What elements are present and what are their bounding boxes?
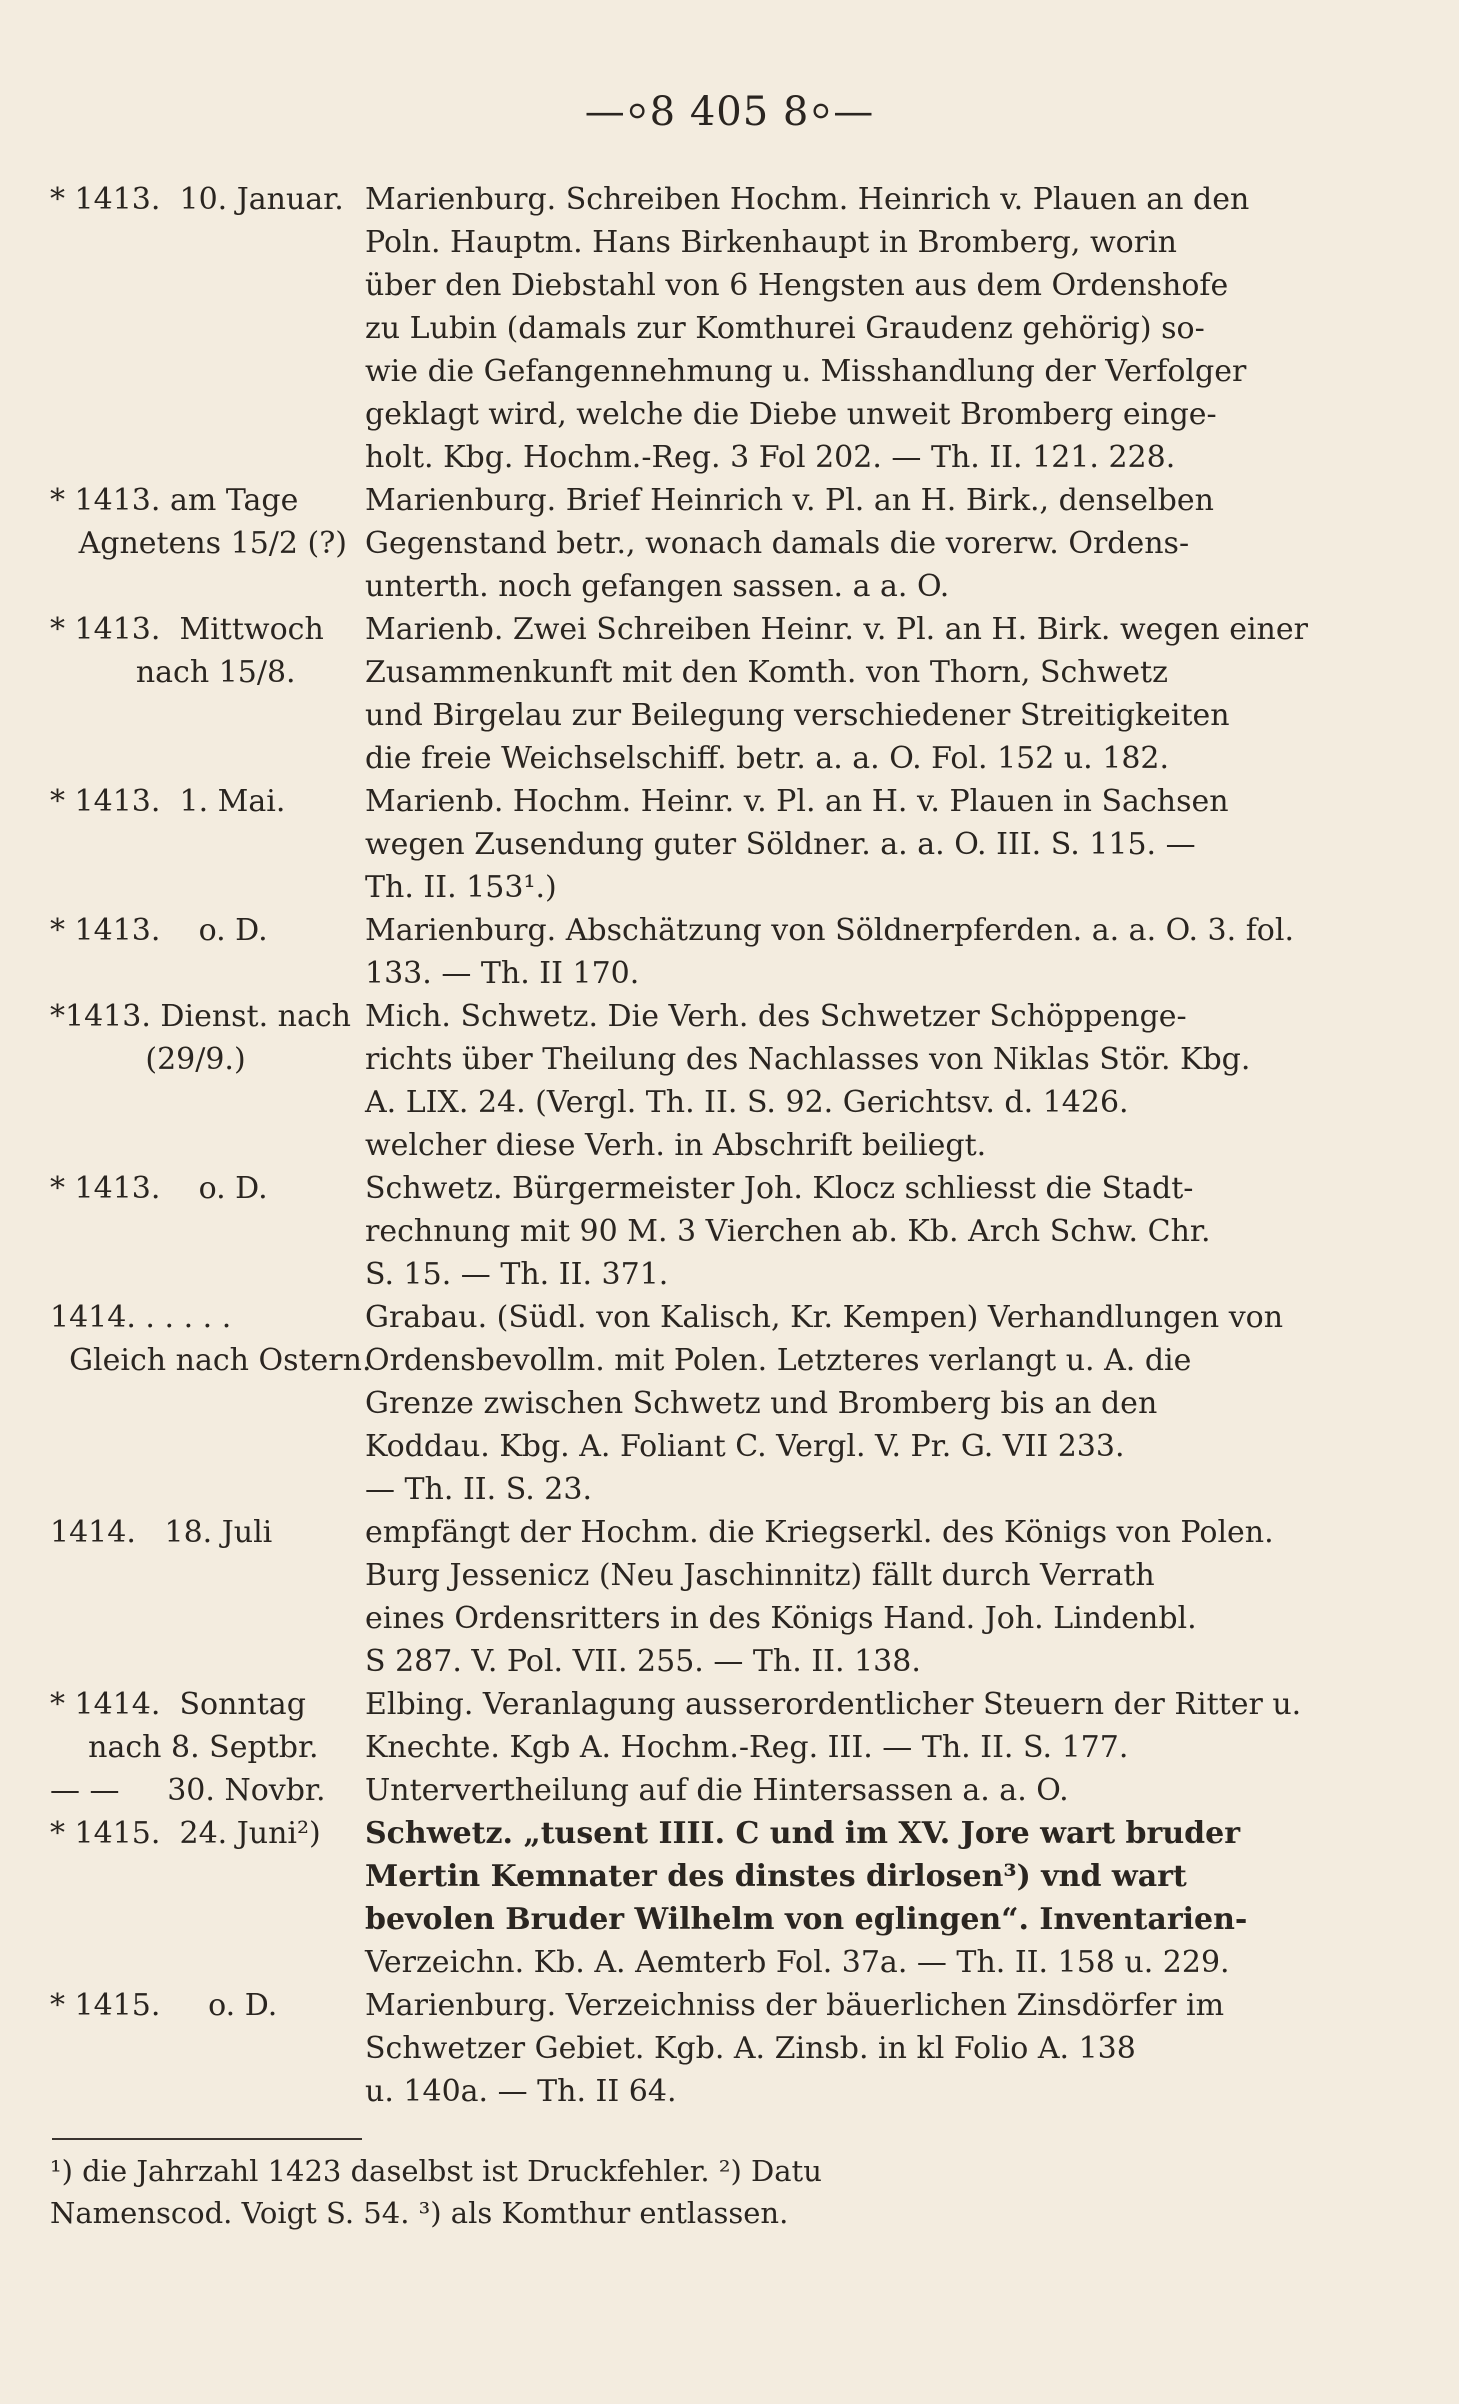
- entry-date: [50, 608, 365, 780]
- entry-text-line: Marienburg. Verzeichniss der bäuerlichen Zinsdörfer im: [365, 1988, 1225, 2023]
- entry-date-line: * 1413. o. D.: [50, 913, 268, 948]
- entry-text-line: und Birgelau zur Beilegung verschiedener Streitigkeiten: [365, 698, 1230, 733]
- entry-text-line: Mich. Schwetz. Die Verh. des Schwetzer Schöppenge-: [365, 999, 1187, 1034]
- chronicle-entries: [50, 178, 1308, 2113]
- entry-text-line: Marienb. Zwei Schreiben Heinr. v. Pl. an H. Birk. wegen einer: [365, 612, 1308, 647]
- entry-text-line: Mertin Kemnater des dinstes dirlosen³) vnd wart: [365, 1859, 1187, 1894]
- entry-text-line: Verzeichn. Kb. A. Aemterb Fol. 37a. — Th. II. 158 u. 229.: [365, 1945, 1230, 1980]
- entry-text-line: Grabau. (Südl. von Kalisch, Kr. Kempen) Verhandlungen von: [365, 1300, 1284, 1335]
- entry-text: [365, 1984, 1300, 2113]
- entry-date-line: Agnetens 15/2 (?): [50, 526, 348, 561]
- entry-date: [50, 1683, 365, 1769]
- page-number: —⸰8 405 8⸰—: [584, 89, 875, 135]
- entry-date-line: (29/9.): [50, 1042, 246, 1077]
- chronicle-entry: [50, 995, 1300, 1167]
- entry-text-line: Schwetz. „tusent IIII. C und im XV. Jore wart bruder: [365, 1816, 1240, 1851]
- entry-text: [365, 995, 1300, 1167]
- entry-text-line: eines Ordensritters in des Königs Hand. Joh. Lindenbl.: [365, 1601, 1197, 1636]
- entry-text: [365, 608, 1308, 780]
- entry-text-line: rechnung mit 90 M. 3 Vierchen ab. Kb. Arch Schw. Chr.: [365, 1214, 1211, 1249]
- page-header: [0, 82, 1459, 137]
- entry-text-line: Gegenstand betr., wonach damals die vorerw. Ordens-: [365, 526, 1190, 561]
- entry-text-line: — Th. II. S. 23.: [365, 1472, 592, 1507]
- entry-text-line: bevolen Bruder Wilhelm von eglingen“. Inventarien-: [365, 1902, 1248, 1937]
- entry-date-line: * 1414. Sonntag: [50, 1687, 306, 1722]
- entry-text-line: zu Lubin (damals zur Komthurei Graudenz gehörig) so-: [365, 311, 1205, 346]
- entry-text: [365, 1511, 1300, 1683]
- entry-text-line: S 287. V. Pol. VII. 255. — Th. II. 138.: [365, 1644, 921, 1679]
- entry-date: [50, 1511, 365, 1683]
- entry-text-line: Burg Jessenicz (Neu Jaschinnitz) fällt durch Verrath: [365, 1558, 1155, 1593]
- entry-text: [365, 1769, 1300, 1812]
- entry-date: [50, 1984, 365, 2113]
- entry-date-line: * 1413. o. D.: [50, 1171, 268, 1206]
- entry-date: [50, 479, 365, 608]
- entry-date-line: * 1415. 24. Juni²): [50, 1816, 321, 1851]
- entry-date-line: * 1413. 1. Mai.: [50, 784, 286, 819]
- entry-text-line: Grenze zwischen Schwetz und Bromberg bis an den: [365, 1386, 1158, 1421]
- entry-text-line: empfängt der Hochm. die Kriegserkl. des Königs von Polen.: [365, 1515, 1274, 1550]
- entry-date: [50, 1769, 365, 1812]
- entry-text-line: u. 140a. — Th. II 64.: [365, 2074, 677, 2109]
- entry-text-line: Poln. Hauptm. Hans Birkenhaupt in Bromberg, worin: [365, 225, 1177, 260]
- entry-text-line: A. LIX. 24. (Vergl. Th. II. S. 92. Gerichtsv. d. 1426.: [365, 1085, 1129, 1120]
- entry-text: [365, 1683, 1301, 1769]
- entry-date: [50, 178, 365, 479]
- entry-date: [50, 995, 365, 1167]
- entry-date: [50, 909, 365, 995]
- entry-text-line: geklagt wird, welche die Diebe unweit Bromberg einge-: [365, 397, 1217, 432]
- entry-text-line: über den Diebstahl von 6 Hengsten aus dem Ordenshofe: [365, 268, 1229, 303]
- entry-text-line: wie die Gefangennehmung u. Misshandlung der Verfolger: [365, 354, 1247, 389]
- entry-date-line: * 1413. 10. Januar.: [50, 182, 344, 217]
- entry-text: [365, 909, 1300, 995]
- chronicle-entry: [50, 1769, 1300, 1812]
- footnotes: [50, 2150, 1300, 2234]
- chronicle-entry: [50, 909, 1300, 995]
- footnote-line: Namenscod. Voigt S. 54. ³) als Komthur entlassen.: [50, 2196, 789, 2230]
- entry-text-line: Marienburg. Schreiben Hochm. Heinrich v. Plauen an den: [365, 182, 1250, 217]
- entry-text-line: welcher diese Verh. in Abschrift beiliegt.: [365, 1128, 987, 1163]
- entry-text-line: die freie Weichselschiff. betr. a. a. O. Fol. 152 u. 182.: [365, 741, 1170, 776]
- entry-text-line: Schwetz. Bürgermeister Joh. Klocz schliesst die Stadt-: [365, 1171, 1194, 1206]
- entry-date: [50, 780, 365, 909]
- entry-text-line: wegen Zusendung guter Söldner. a. a. O. III. S. 115. —: [365, 827, 1196, 862]
- entry-date-line: * 1413. am Tage: [50, 483, 299, 518]
- chronicle-entry: [50, 780, 1300, 909]
- entry-text-line: richts über Theilung des Nachlasses von Niklas Stör. Kbg.: [365, 1042, 1251, 1077]
- entry-date: [50, 1167, 365, 1296]
- chronicle-entry: [50, 1167, 1300, 1296]
- entry-date-line: nach 15/8.: [50, 655, 296, 690]
- entry-text-line: Th. II. 153¹.): [365, 870, 557, 905]
- entry-text-line: Marienb. Hochm. Heinr. v. Pl. an H. v. Plauen in Sachsen: [365, 784, 1229, 819]
- chronicle-entry: [50, 608, 1308, 780]
- chronicle-entry: [50, 1984, 1300, 2113]
- entry-text-line: 133. — Th. II 170.: [365, 956, 640, 991]
- entry-text-line: S. 15. — Th. II. 371.: [365, 1257, 669, 1292]
- entry-text-line: holt. Kbg. Hochm.-Reg. 3 Fol 202. — Th. II. 121. 228.: [365, 440, 1176, 475]
- entry-date-line: * 1413. Mittwoch: [50, 612, 324, 647]
- chronicle-entry: [50, 479, 1300, 608]
- entry-text: [365, 479, 1300, 608]
- entry-text: [365, 1812, 1300, 1984]
- entry-text: [365, 178, 1300, 479]
- entry-date-line: — — 30. Novbr.: [50, 1773, 326, 1808]
- entry-text-line: Untervertheilung auf die Hintersassen a. a. O.: [365, 1773, 1069, 1808]
- footnote-divider: [52, 2138, 362, 2140]
- entry-text: [365, 780, 1300, 909]
- entry-text-line: Schwetzer Gebiet. Kgb. A. Zinsb. in kl Folio A. 138: [365, 2031, 1136, 2066]
- chronicle-entry: [50, 178, 1300, 479]
- entry-date-line: *1413. Dienst. nach: [50, 999, 351, 1034]
- entry-text-line: Koddau. Kbg. A. Foliant C. Vergl. V. Pr. G. VII 233.: [365, 1429, 1125, 1464]
- entry-text: [365, 1296, 1300, 1511]
- entry-text-line: Knechte. Kgb A. Hochm.-Reg. III. — Th. II. S. 177.: [365, 1730, 1129, 1765]
- chronicle-entry: [50, 1296, 1300, 1511]
- entry-text-line: unterth. noch gefangen sassen. a a. O.: [365, 569, 950, 604]
- entry-text-line: Ordensbevollm. mit Polen. Letzteres verlangt u. A. die: [365, 1343, 1192, 1378]
- entry-date-line: 1414. 18. Juli: [50, 1515, 273, 1550]
- entry-text-line: Marienburg. Abschätzung von Söldnerpferden. a. a. O. 3. fol.: [365, 913, 1295, 948]
- entry-date: [50, 1812, 365, 1984]
- chronicle-entry: [50, 1683, 1300, 1769]
- chronicle-entry: [50, 1511, 1300, 1683]
- entry-text-line: Marienburg. Brief Heinrich v. Pl. an H. Birk., denselben: [365, 483, 1214, 518]
- entry-text-line: Elbing. Veranlagung ausserordentlicher Steuern der Ritter u.: [365, 1687, 1302, 1722]
- entry-text-line: Zusammenkunft mit den Komth. von Thorn, Schwetz: [365, 655, 1168, 690]
- entry-date-line: Gleich nach Ostern.: [50, 1343, 372, 1378]
- entry-date-line: * 1415. o. D.: [50, 1988, 278, 2023]
- chronicle-entry: [50, 1812, 1300, 1984]
- footnote-line: ¹) die Jahrzahl 1423 daselbst ist Druckfehler. ²) Datu: [50, 2154, 822, 2188]
- entry-date-line: nach 8. Septbr.: [50, 1730, 319, 1765]
- entry-text: [365, 1167, 1300, 1296]
- entry-date: [50, 1296, 372, 1511]
- entry-date-line: 1414. . . . . .: [50, 1300, 232, 1335]
